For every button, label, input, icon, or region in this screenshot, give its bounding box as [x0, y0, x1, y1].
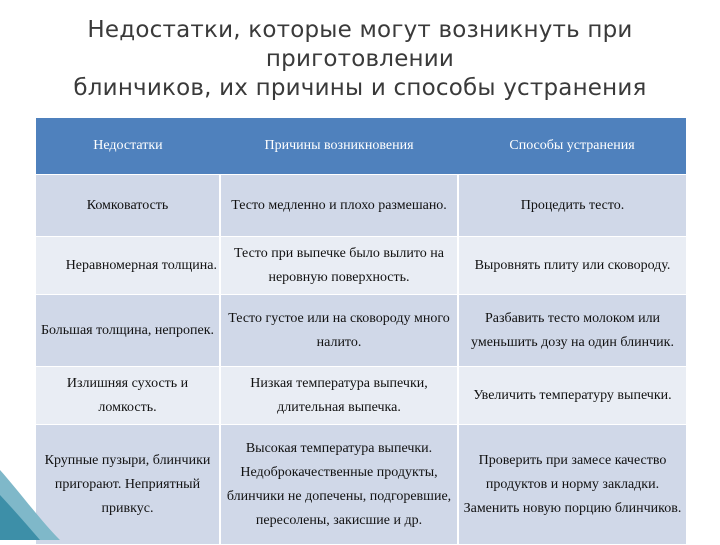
defect-cell: Неравномерная толщина.	[36, 237, 220, 295]
table-row	[36, 425, 686, 545]
cause-cell: Тесто при выпечке было вылито на неровную поверхность.	[220, 237, 458, 295]
remedy-cell: Процедить тесто.	[458, 175, 686, 237]
decorative-swoosh	[0, 440, 60, 540]
cause-cell: Низкая температура выпечки, длительная выпечка.	[220, 367, 458, 425]
title-line-3: блинчиков, их причины и способы устранения	[73, 75, 647, 101]
header-remedies: Способы устранения	[458, 118, 686, 175]
table-header-row	[36, 118, 686, 175]
title-line-2: приготовлении	[265, 46, 455, 72]
defect-cell: Крупные пузыри, блинчики пригорают. Неприятный привкус.	[36, 425, 220, 545]
defects-table	[36, 118, 686, 545]
cause-cell: Тесто густое или на сковороду много налито.	[220, 295, 458, 367]
header-causes: Причины возникновения	[220, 118, 458, 175]
remedy-cell: Увеличить температуру выпечки.	[458, 367, 686, 425]
defect-cell: Комковатость	[36, 175, 220, 237]
remedy-cell: Выровнять плиту или сковороду.	[458, 237, 686, 295]
header-defects: Недостатки	[36, 118, 220, 175]
defect-cell: Излишняя сухость и ломкость.	[36, 367, 220, 425]
table-row	[36, 175, 686, 237]
slide-title	[40, 16, 680, 103]
title-line-1: Недостатки, которые могут возникнуть при	[87, 17, 633, 43]
cause-cell: Высокая температура выпечки. Недоброкачественные продукты, блинчики не допечены, подгоревшие, пересолены, закисшие и др.	[220, 425, 458, 545]
defect-cell: Большая толщина, непропек.	[36, 295, 220, 367]
remedy-cell: Разбавить тесто молоком или уменьшить дозу на один блинчик.	[458, 295, 686, 367]
remedy-cell: Проверить при замесе качество продуктов и норму закладки. Заменить новую порцию блинчиков.	[458, 425, 686, 545]
table-row	[36, 367, 686, 425]
table-row	[36, 295, 686, 367]
cause-cell: Тесто медленно и плохо размешано.	[220, 175, 458, 237]
table-row	[36, 237, 686, 295]
